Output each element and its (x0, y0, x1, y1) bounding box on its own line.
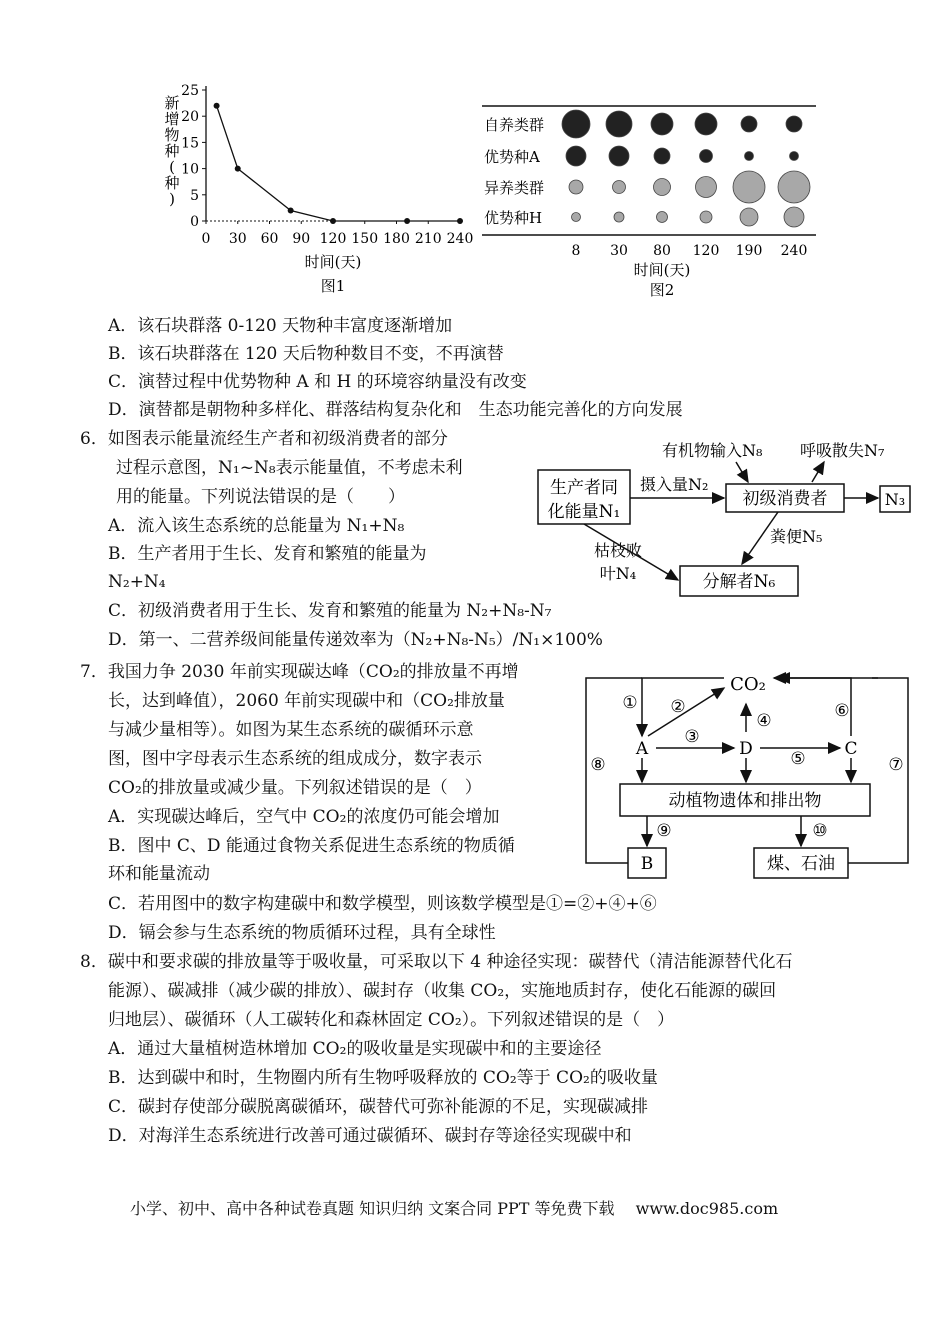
q5-option-d: D．演替都是朝物种多样化、群落结构复杂化和 生态功能完善化的方向发展 (108, 400, 683, 420)
q8-stem-line-2: 能源）、碳减排（减少碳的排放）、碳封存（收集 CO₂，实施地质封存，使化石能源的碳回 (108, 981, 777, 1001)
x-tick-label: 30 (610, 243, 628, 259)
x-tick-label: 240 (780, 243, 808, 259)
q5-option-b: B．该石块群落在 120 天后物种数目不变，不再演替 (108, 344, 504, 364)
x-tick-label: 120 (692, 243, 720, 259)
label-9: ⑨ (656, 821, 672, 841)
x-axis-label: 时间(天) (304, 253, 362, 271)
node-c: C (844, 739, 858, 759)
label-3: ③ (684, 727, 700, 747)
q6-stem-line-1: 6．如图表示能量流经生产者和初级消费者的部分 (80, 429, 448, 449)
q7-option-b-cont: 环和能量流动 (108, 864, 210, 884)
x-tick-label: 180 (383, 231, 410, 247)
bubble-1-2 (654, 148, 670, 164)
bubble-2-4 (733, 171, 765, 203)
bubble-0-4 (741, 116, 757, 132)
producer-label-2: 化能量N₁ (547, 502, 621, 522)
fossil-label: 煤、石油 (767, 854, 835, 874)
decomposer-label: 分解者N₆ (702, 572, 776, 592)
q7-option-a: A．实现碳达峰后，空气中 CO₂的浓度仍可能会增加 (108, 807, 500, 827)
label-4: ④ (756, 711, 772, 731)
q7-stem-line-3: 与减少量相等）。如图为某生态系统的碳循环示意 (108, 720, 474, 740)
remains-label: 动植物遗体和排出物 (668, 791, 822, 811)
row-label: 自养类群 (484, 116, 545, 134)
q8-stem-line-3: 归地层）、碳循环（人工碳转化和森林固定 CO₂）。下列叙述错误的是（ ） (108, 1010, 675, 1030)
bubble-3-3 (700, 211, 712, 223)
bubble-3-0 (572, 213, 581, 222)
y-tick-label: 5 (190, 187, 199, 204)
q6-option-b-cont: N₂+N₄ (108, 572, 166, 592)
arrow-organic-input (736, 462, 748, 482)
bubble-0-5 (786, 116, 802, 132)
q7-stem-line-4: 图，图中字母表示生态系统的组成成分，数字表示 (108, 749, 482, 769)
q7-stem-line-5: CO₂的排放量或减少量。下列叙述错误的是（ ） (108, 778, 482, 798)
bubble-1-1 (609, 146, 629, 166)
y-tick-label: 20 (181, 109, 199, 126)
bubble-0-2 (651, 113, 673, 135)
bubble-2-5 (778, 171, 810, 203)
q6-energy-flow-diagram (530, 430, 920, 602)
bubble-2-0 (569, 180, 583, 194)
bubble-2-1 (613, 181, 626, 194)
bubble-0-3 (695, 113, 717, 135)
q8-option-d: D．对海洋生态系统进行改善可通过碳循环、碳封存等途径实现碳中和 (108, 1126, 632, 1146)
data-point (288, 208, 294, 214)
x-tick-label: 240 (446, 231, 474, 247)
q8-stem-line-1: 8．碳中和要求碳的排放量等于吸收量，可采取以下 4 种途径实现：碳替代（清洁能源替代化石 (80, 952, 793, 972)
q5-option-a: A．该石块群落 0-120 天物种丰富度逐渐增加 (108, 316, 453, 336)
q6-option-a: A．流入该生态系统的总能量为 N₁+N₈ (108, 516, 405, 536)
bubble-1-5 (790, 152, 799, 161)
litter-label-2: 叶N₄ (599, 564, 637, 583)
q6-option-b: B．生产者用于生长、发育和繁殖的能量为 (108, 544, 427, 564)
respiration-label: 呼吸散失N₇ (800, 441, 885, 460)
node-d: D (739, 739, 753, 759)
q8-option-a: A．通过大量植树造林增加 CO₂的吸收量是实现碳中和的主要途径 (108, 1039, 602, 1059)
x-tick-label: 90 (292, 231, 311, 247)
arrow-respiration (812, 462, 824, 482)
bubble-2-3 (696, 177, 717, 198)
producer-label-1: 生产者同 (550, 478, 618, 498)
bubble-1-4 (745, 152, 754, 161)
bubble-3-1 (614, 212, 624, 222)
node-a: A (635, 739, 649, 759)
bubble-3-2 (657, 212, 668, 223)
y-tick-label: 0 (190, 214, 199, 230)
q5-option-c: C．演替过程中优势物种 A 和 H 的环境容纳量没有改变 (108, 372, 527, 392)
bubble-0-0 (562, 110, 590, 138)
q7-stem-line-1: 7．我国力争 2030 年前实现碳达峰（CO₂的排放量不再增 (80, 662, 519, 682)
x-tick-label: 30 (228, 231, 247, 247)
figure-1-line-chart (150, 78, 480, 303)
x-tick-label: 0 (201, 231, 211, 247)
x-axis-label: 时间(天) (633, 261, 691, 279)
intake-label: 摄入量N₂ (640, 475, 709, 494)
label-1: ① (622, 693, 638, 713)
label-10: ⑩ (812, 821, 828, 841)
data-point (235, 166, 241, 172)
q7-option-b: B．图中 C、D 能通过食物关系促进生态系统的物质循 (108, 836, 515, 856)
bubble-3-4 (740, 208, 758, 226)
label-2: ② (670, 697, 686, 717)
bubble-3-5 (784, 207, 804, 227)
bubble-1-0 (566, 146, 586, 166)
q8-option-c: C．碳封存使部分碳脱离碳循环，碳替代可弥补能源的不足，实现碳减排 (108, 1097, 649, 1117)
q6-stem-line-3: 用的能量。下列说法错误的是（ ） (116, 487, 405, 507)
y-tick-label: 10 (181, 161, 199, 178)
q6-option-d: D．第一、二营养级间能量传递效率为（N₂+N₈-N₅）/N₁×100% (108, 630, 603, 650)
x-tick-label: 150 (351, 231, 379, 247)
q6-option-c: C．初级消费者用于生长、发育和繁殖的能量为 N₂+N₈-N₇ (108, 601, 552, 621)
bubble-1-3 (700, 150, 713, 163)
data-point (404, 218, 410, 224)
row-label: 异养类群 (484, 179, 545, 197)
y-tick-label: 25 (181, 83, 199, 99)
x-tick-label: 8 (571, 243, 581, 259)
q8-option-b: B．达到碳中和时，生物圈内所有生物呼吸释放的 CO₂等于 CO₂的吸收量 (108, 1068, 658, 1088)
feces-label: 粪便N₅ (770, 527, 823, 546)
row-label: 优势种A (484, 148, 540, 166)
q7-carbon-cycle-diagram (578, 664, 918, 886)
data-point (330, 218, 336, 224)
bubble-2-2 (654, 179, 671, 196)
y-tick-label: 15 (181, 135, 199, 152)
row-label: 优势种H (484, 209, 543, 227)
q7-option-d: D．镉会参与生态系统的物质循环过程，具有全球性 (108, 923, 496, 943)
label-6: ⑥ (834, 701, 850, 721)
consumer-label: 初级消费者 (742, 489, 828, 509)
y-axis-label: 新增物种(种) (164, 94, 180, 208)
figure-caption: 图2 (649, 281, 675, 299)
footer-text: 小学、初中、高中各种试卷真题 知识归纳 文案合同 PPT 等免费下载 www.doc985.com (130, 1199, 779, 1218)
data-point (457, 218, 463, 224)
node-b: B (640, 854, 654, 874)
x-tick-label: 210 (414, 231, 442, 247)
data-point (214, 103, 220, 109)
q7-option-c: C．若用图中的数字构建碳中和数学模型，则该数学模型是①=②+④+⑥ (108, 894, 657, 914)
q6-stem-line-2: 过程示意图，N₁~N₈表示能量值，不考虑未利 (116, 458, 463, 478)
label-5: ⑤ (790, 749, 806, 769)
label-7: ⑦ (888, 755, 904, 775)
figure-2-bubble-chart (478, 95, 823, 300)
q7-stem-line-2: 长，达到峰值），2060 年前实现碳中和（CO₂排放量 (108, 691, 505, 711)
series-line (217, 106, 460, 221)
organic-input-label: 有机物输入N₈ (662, 441, 763, 460)
litter-label-1: 枯枝败 (593, 541, 643, 560)
x-tick-label: 120 (319, 231, 347, 247)
x-tick-label: 190 (735, 243, 763, 259)
x-tick-label: 60 (260, 231, 279, 247)
bubble-0-1 (606, 111, 632, 137)
label-8: ⑧ (590, 755, 606, 775)
x-tick-label: 80 (653, 243, 671, 259)
n3-label: N₃ (884, 490, 906, 509)
figure-caption: 图1 (320, 277, 346, 295)
co2-label: CO₂ (730, 674, 766, 695)
